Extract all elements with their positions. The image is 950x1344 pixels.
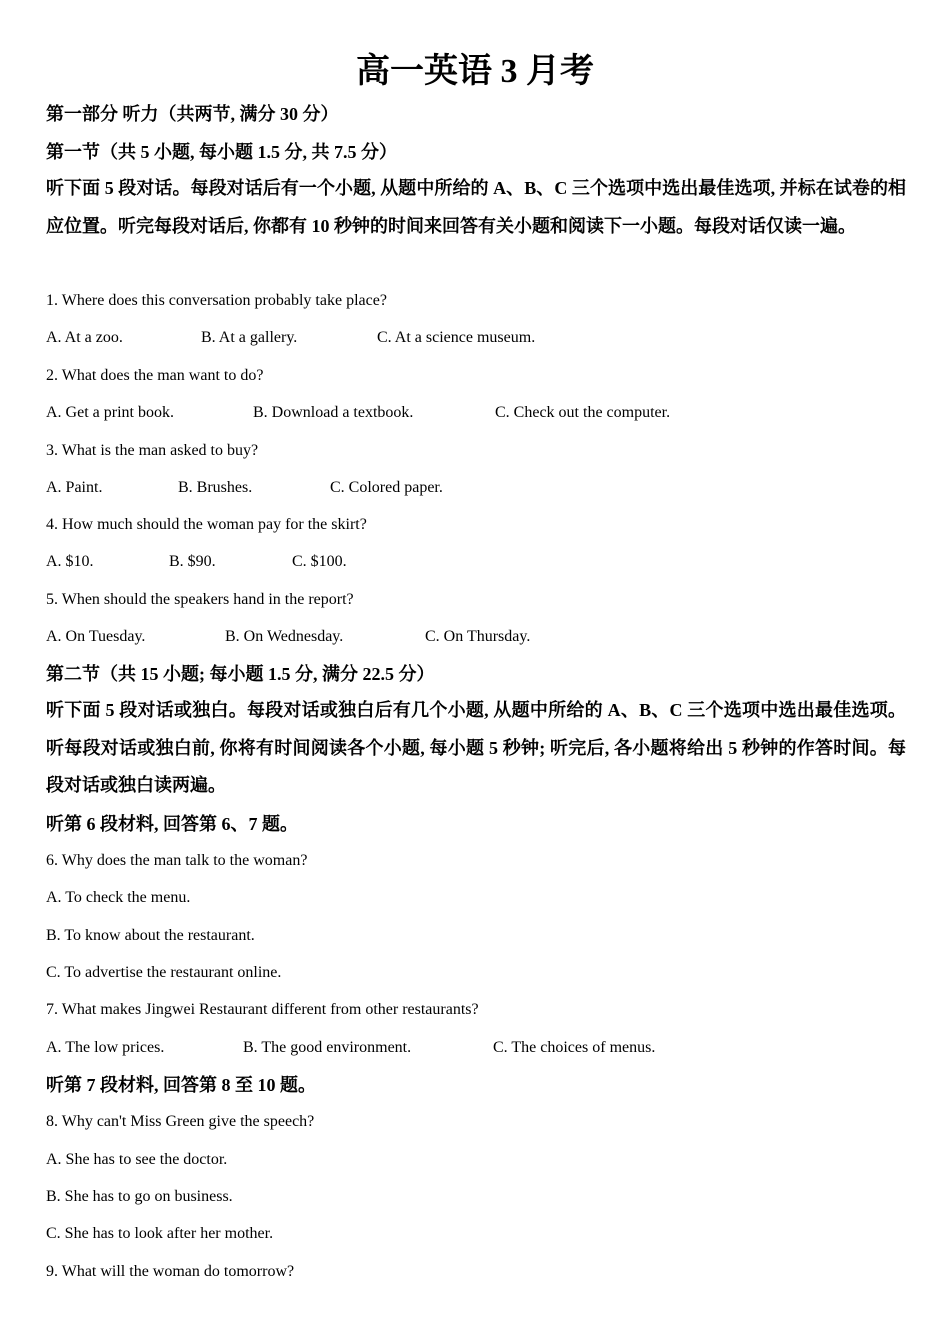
options-2: [46, 401, 670, 425]
section1-heading: 第一节（共 5 小题, 每小题 1.5 分, 共 7.5 分）: [46, 142, 397, 162]
question-4: 4. How much should the woman pay for the skirt?: [46, 516, 367, 533]
question-1: 1. Where does this conversation probably take place?: [46, 292, 387, 309]
question-7: 7. What makes Jingwei Restaurant different from other restaurants?: [46, 1001, 479, 1018]
options-4: [46, 550, 347, 574]
question-6: 6. Why does the man talk to the woman?: [46, 852, 308, 869]
option-a: A. At a zoo.: [46, 329, 123, 346]
option-b: B. At a gallery.: [201, 329, 298, 346]
option-c: C. At a science museum.: [377, 329, 536, 346]
option-c: C. $100.: [292, 553, 347, 570]
option-a: A. On Tuesday.: [46, 628, 146, 645]
option-c: C. The choices of menus.: [493, 1039, 656, 1056]
option-b: B. On Wednesday.: [225, 628, 344, 645]
question-5: 5. When should the speakers hand in the report?: [46, 591, 354, 608]
page-title: 高一英语 3 月考: [356, 53, 594, 90]
option-c: C. Check out the computer.: [495, 404, 671, 421]
section2-heading: 第二节（共 15 小题; 每小题 1.5 分, 满分 22.5 分）: [46, 664, 435, 684]
option-b: B. Brushes.: [178, 479, 253, 496]
question-8: 8. Why can't Miss Green give the speech?: [46, 1113, 315, 1130]
option-8a: A. She has to see the doctor.: [46, 1151, 228, 1168]
question-9: 9. What will the woman do tomorrow?: [46, 1263, 295, 1280]
option-b: B. The good environment.: [243, 1039, 412, 1056]
option-a: A. Get a print book.: [46, 404, 174, 421]
options-3: [46, 476, 443, 500]
material-7-heading: 听第 7 段材料, 回答第 8 至 10 题。: [46, 1075, 316, 1095]
section1-instructions: 听下面 5 段对话。每段对话后有一个小题, 从题中所给的 A、B、C 三个选项中选出最佳选项, 并标在试卷的相应位置。听完每段对话后, 你都有 10 秒钟的时间来回答有关小题和阅读下一小题。每段对话仅读一遍。: [46, 178, 906, 236]
option-a: A. The low prices.: [46, 1039, 165, 1056]
option-6a: A. To check the menu.: [46, 889, 191, 906]
material-6-heading: 听第 6 段材料, 回答第 6、7 题。: [46, 814, 298, 834]
option-b: B. Download a textbook.: [253, 404, 414, 421]
question-3: 3. What is the man asked to buy?: [46, 442, 259, 459]
option-6b: B. To know about the restaurant.: [46, 927, 255, 944]
option-b: B. $90.: [169, 553, 216, 570]
options-5: [46, 625, 530, 649]
option-6c: C. To advertise the restaurant online.: [46, 964, 282, 981]
option-a: A. Paint.: [46, 479, 103, 496]
part1-heading: 第一部分 听力（共两节, 满分 30 分）: [46, 104, 339, 124]
options-7: [46, 1036, 655, 1060]
option-c: C. On Thursday.: [425, 628, 531, 645]
section2-instructions: 听下面 5 段对话或独白。每段对话或独白后有几个小题, 从题中所给的 A、B、C 三个选项中选出最佳选项。听每段对话或独白前, 你将有时间阅读各个小题, 每小题 5 秒钟; 听完后, 各小题将给出 5 秒钟的作答时间。每段对话或独白读两遍。: [46, 700, 906, 795]
option-c: C. Colored paper.: [330, 479, 443, 496]
option-a: A. $10.: [46, 553, 94, 570]
option-8c: C. She has to look after her mother.: [46, 1225, 274, 1242]
options-1: [46, 326, 535, 350]
question-2: 2. What does the man want to do?: [46, 367, 264, 384]
option-8b: B. She has to go on business.: [46, 1188, 233, 1205]
